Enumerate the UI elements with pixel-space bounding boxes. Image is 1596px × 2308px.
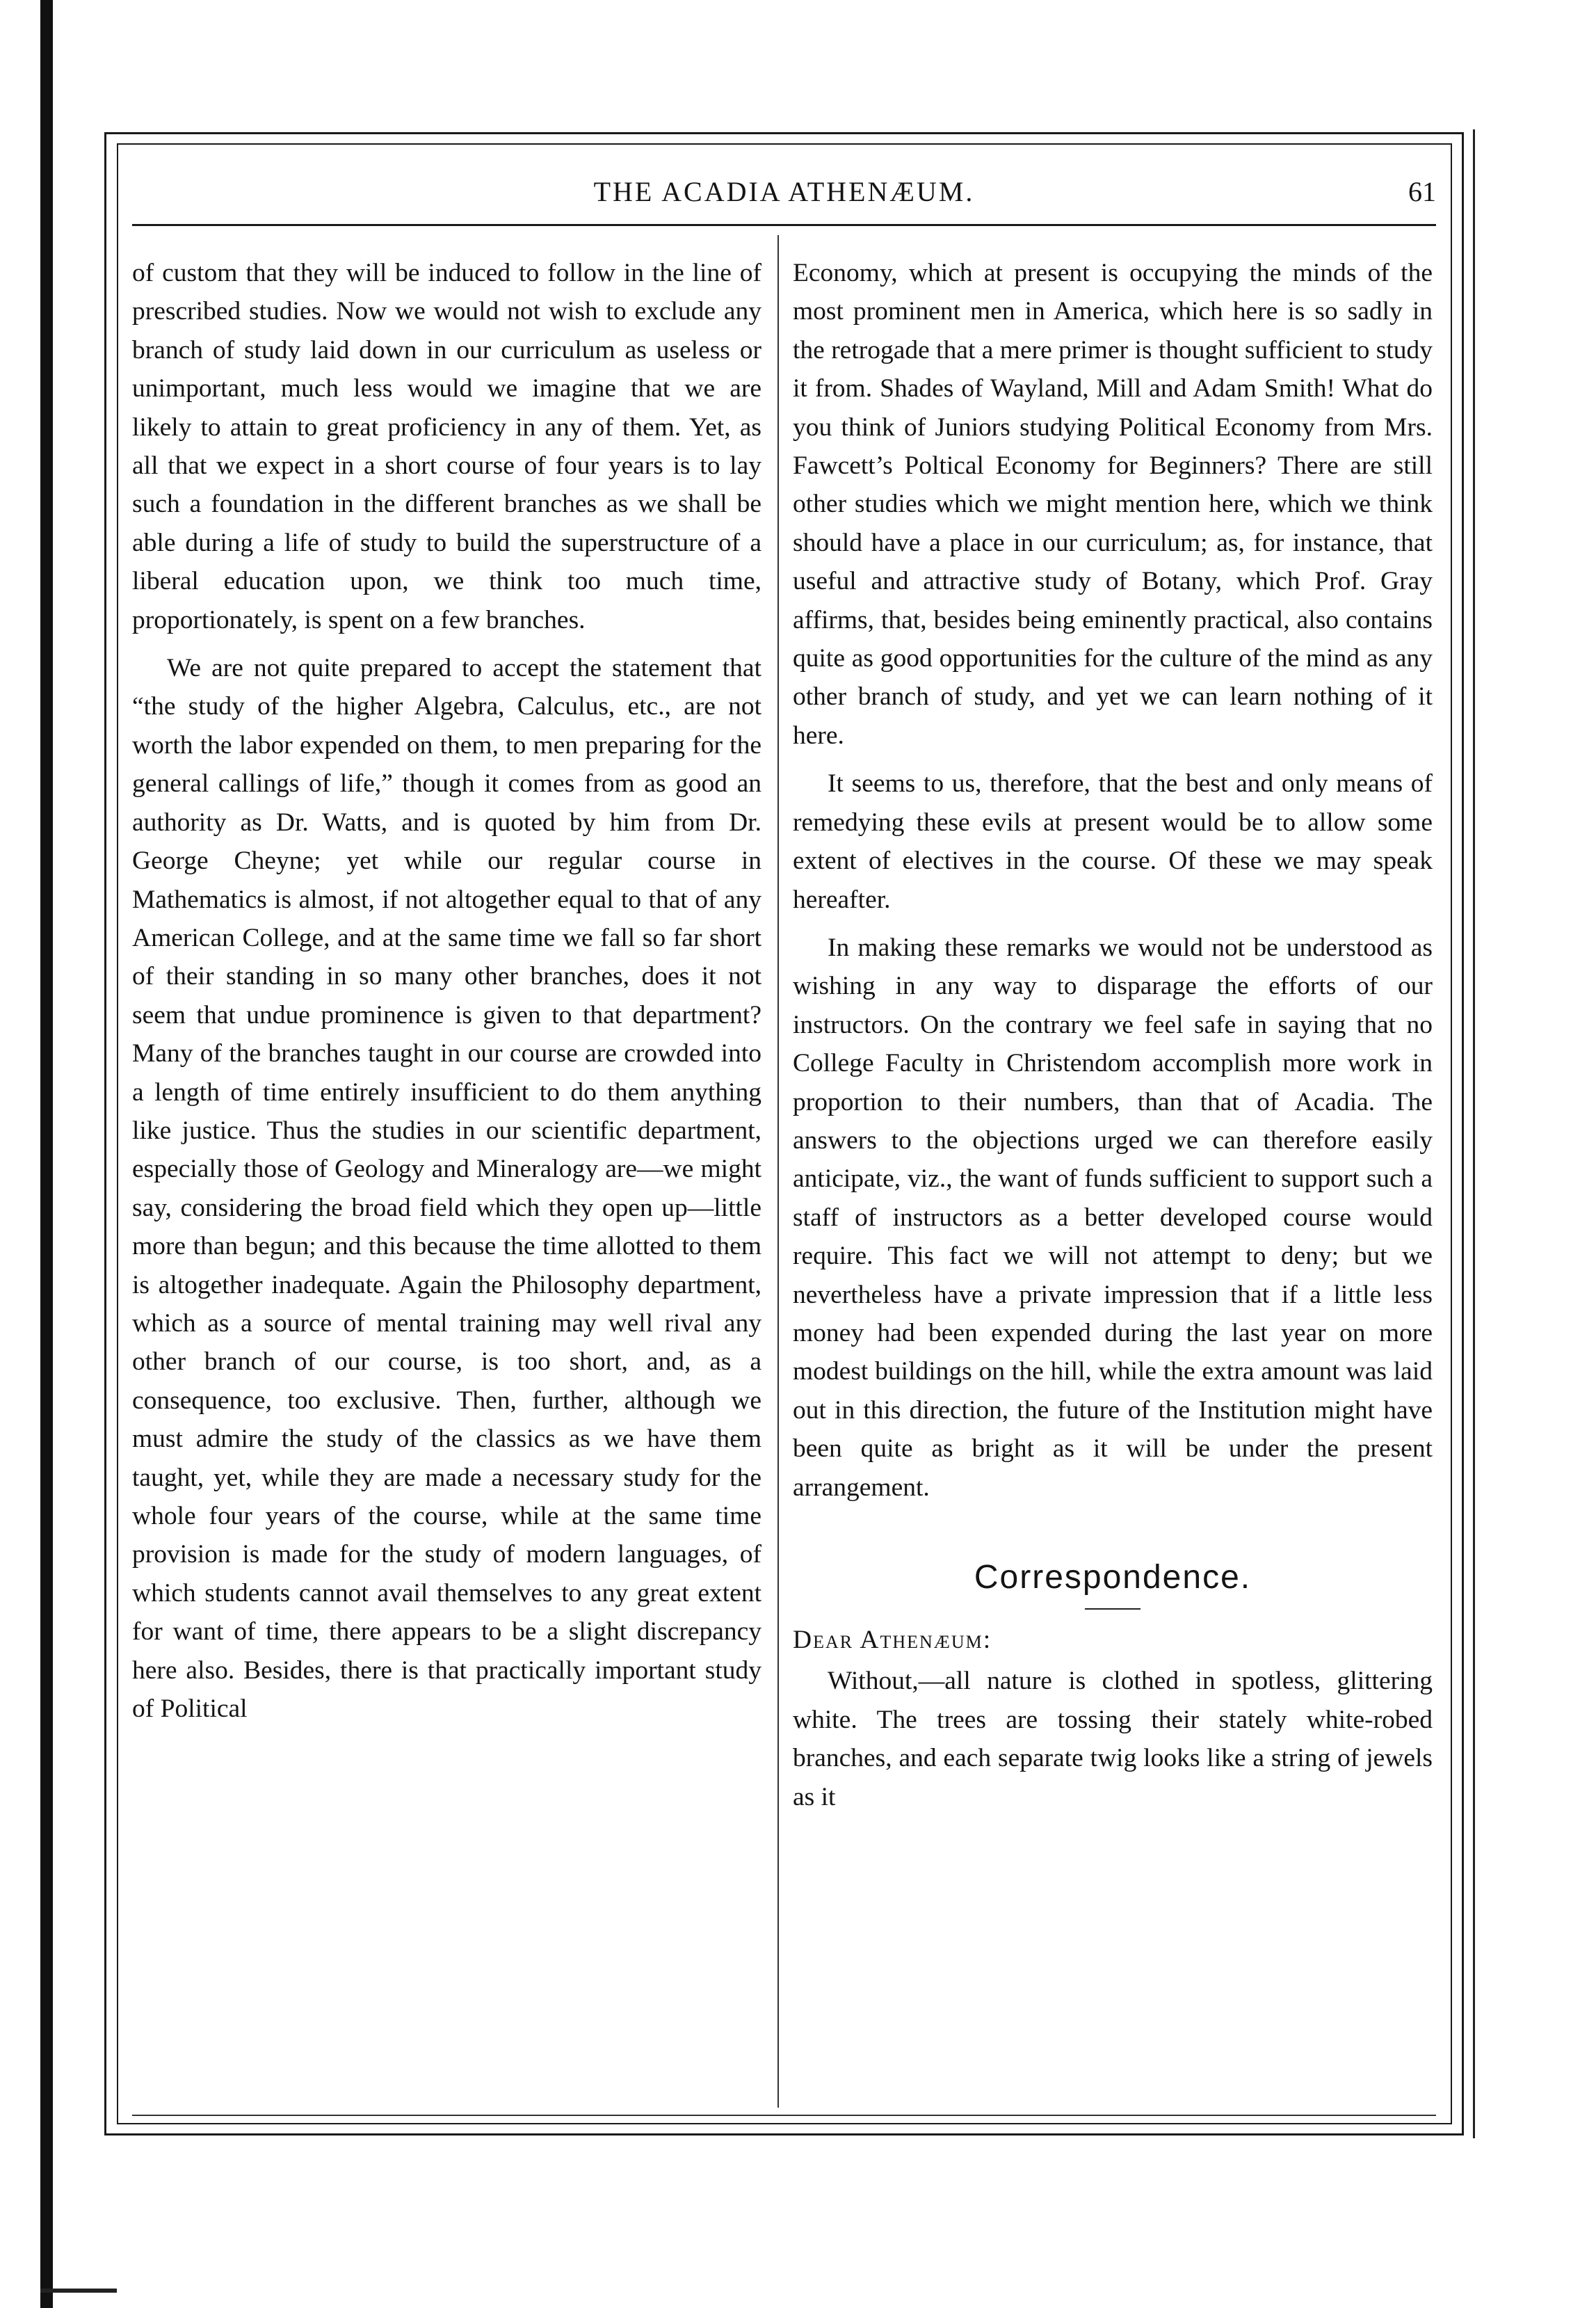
- section-rule: [1085, 1608, 1140, 1610]
- body-paragraph: of custom that they will be induced to follow in the line of prescribed studies. Now we would not wish to exclude any branch of study laid down in our curriculum as useless or unimportant, much less would we imagine that we are likely to attain to great proficiency in any of them. Yet, as all that we expect in a short course of four years is to lay such a foundation in the different branches as we shall be able during a life of study to build the superstructure of a liberal education upon, we think too much time, proportionately, is spent on a few branches.: [132, 259, 761, 634]
- right-column: [793, 254, 1433, 1816]
- column-divider: [777, 235, 779, 2108]
- page-frame-right-rule: [1473, 129, 1475, 2138]
- page-header: [132, 175, 1436, 217]
- body-paragraph: Economy, which at present is occupying the minds of the most prominent men in America, which here is so sadly in the retrogade that a mere primer is thought sufficient to study it from. Shades of Wayland, Mill and Adam Smith! What do you think of Juniors studying Political Economy from Mrs. Fawcett’s Poltical Economy for Beginners? There are still other studies which we might mention here, which we think should have a place in our curriculum; as, for instance, that useful and attractive study of Botany, which Prof. Gray affirms, that, besides being eminently practical, also contains quite as good opportunities for the culture of the mind as any other branch of study, and yet we can learn nothing of it here.: [793, 259, 1433, 750]
- letter-salutation: Dear Athenæum:: [793, 1626, 992, 1654]
- letter-paragraph: Without,—all nature is clothed in spotless, glittering white. The trees are tossing their stately white-robed branches, and each separate twig looks like a string of jewels as it: [793, 1667, 1433, 1811]
- running-title: THE ACADIA ATHENÆUM.: [593, 176, 975, 207]
- binding-edge-foot: [40, 2289, 117, 2293]
- section-heading: Correspondence.: [974, 1559, 1252, 1596]
- page-number: 61: [1408, 176, 1436, 207]
- footer-rule: [132, 2115, 1436, 2116]
- header-rule: [132, 224, 1436, 226]
- left-column: [132, 254, 761, 1728]
- binding-edge: [40, 0, 53, 2308]
- body-paragraph: We are not quite prepared to accept the statement that “the study of the higher Algebra, Calculus, etc., are not worth the labor expended on them, to men preparing for the general callings of life,” though it comes from as good an authority as Dr. Watts, and is quoted by him from Dr. George Cheyne; yet while our regular course in Mathematics is almost, if not altogether equal to that of any American College, and at the same time we fall so far short of their standing in so many other branches, does it not seem that undue prominence is given to that department? Many of the branches taught in our course are crowded into a length of time entirely insufficient to do them anything like justice. Thus the studies in our scientific department, especially those of Geology and Mineralogy are—we might say, considering the broad field which they open up—little more than begun; and this because the time allotted to them is altogether inadequate. Again the Philosophy department, which as a source of mental training may well rival any other branch of our course, is too short, and, as a consequence, too exclusive. Then, further, although we must admire the study of the classics as we have them taught, yet, while they are made a necessary study for the whole four years of the course, while at the same time provision is made for the study of modern languages, of which students cannot avail themselves to any great extent for want of time, there appears to be a slight discrepancy here also. Besides, there is that practically important study of Political: [132, 654, 761, 1724]
- body-paragraph: It seems to us, therefore, that the best and only means of remedying these evils at present would be to allow some extent of electives in the course. Of these we may speak hereafter.: [793, 769, 1433, 914]
- body-paragraph: In making these remarks we would not be understood as wishing in any way to disparage the efforts of our instructors. On the contrary we feel safe in saying that no College Faculty in Christendom accomplish more work in proportion to their numbers, than that of Acadia. The answers to the objections urged we can therefore easily anticipate, viz., the want of funds sufficient to support such a staff of instructors as a better developed course would require. This fact we will not attempt to deny; but we nevertheless have a private impression that if a little less money had been expended during the last year on more modest buildings on the hill, while the extra amount was laid out in this direction, the future of the Institution might have been quite as bright as it will be under the present arrangement.: [793, 933, 1433, 1502]
